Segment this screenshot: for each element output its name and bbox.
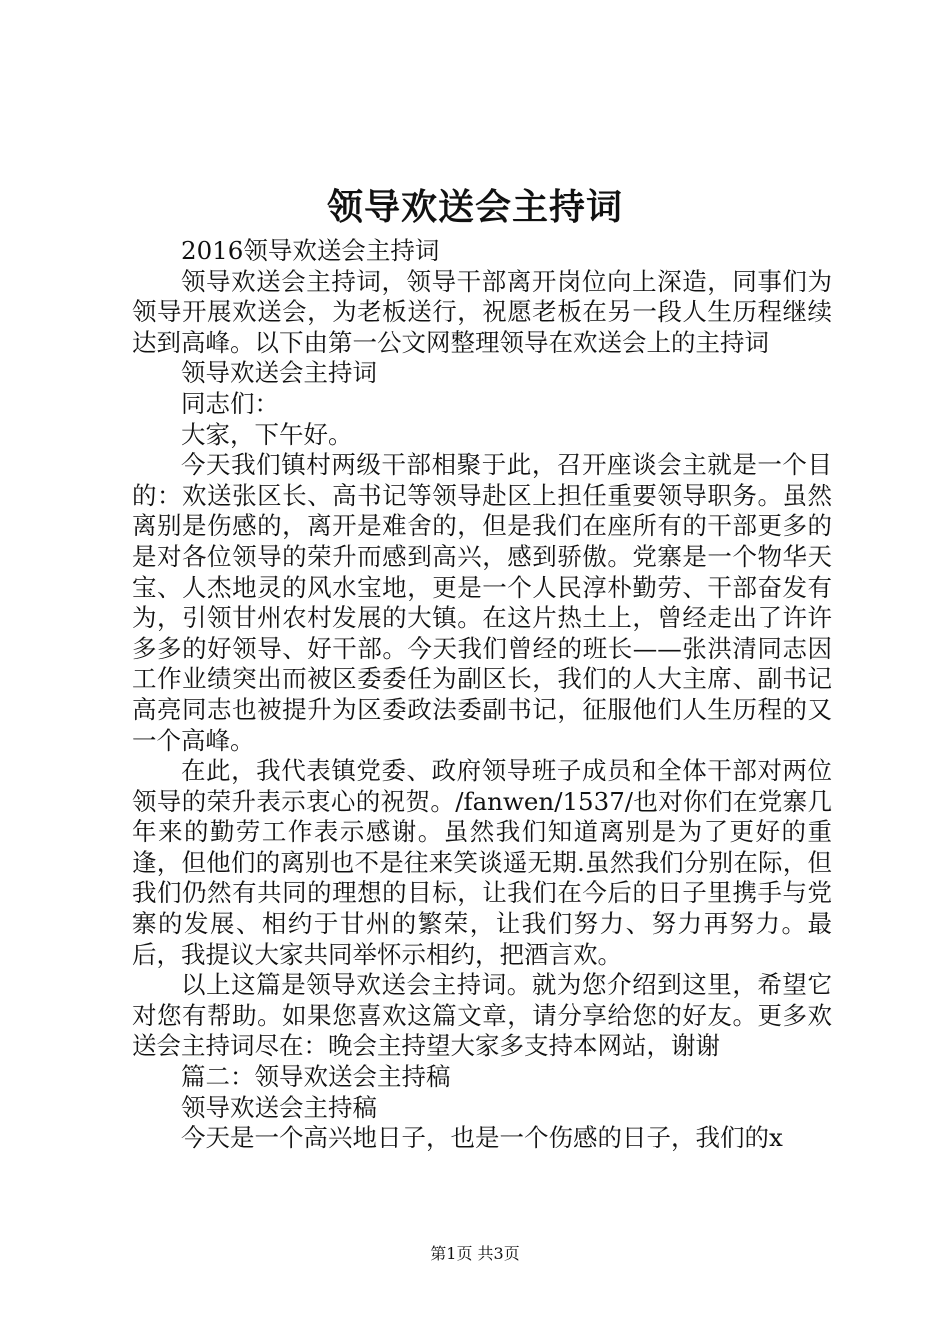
document-body <box>132 236 832 1154</box>
paragraph: 同志们： <box>181 388 279 418</box>
paragraph: 领导欢送会主持词 <box>181 358 377 388</box>
paragraph: 今天我们镇村两级干部相聚于此，召开座谈会主就是一个目的：欢送张区长、高书记等领导赴区上担任重要领导职务。虽然离别是伤感的，离开是难舍的，但是我们在座所有的干部更多的是对各位领导的荣升而感到高兴，感到骄傲。党寨是一个物华天宝、人杰地灵的风水宝地，更是一个人民淳朴勤劳、干部奋发有为，引领甘州农村发展的大镇。在这片热土上，曾经走出了许许多多的好领导、好干部。今天我们曾经的班长——张洪清同志因工作业绩突出而被区委委任为副区长，我们的人大主席、副书记高亮同志也被提升为区委政法委副书记，征服他们人生历程的又一个高峰。 <box>132 450 832 755</box>
paragraph: 篇二：领导欢送会主持稿 <box>181 1062 451 1092</box>
paragraph: 2016领导欢送会主持词 <box>181 236 440 265</box>
paragraph: 在此，我代表镇党委、政府领导班子成员和全体干部对两位领导的荣升表示衷心的祝贺。/fanwen/1537/也对你们在党寨几年来的勤劳工作表示感谢。虽然我们知道离别是为了更好的重逢，但他们的离别也不是往来笑谈遥无期.虽然我们分别在际，但我们仍然有共同的理想的目标，让我们在今后的日子里携手与党寨的发展、相约于甘州的繁荣，让我们努力、努力再努力。最后，我提议大家共同举怀示相约，把酒言欢。 <box>132 756 832 969</box>
paragraph: 大家，下午好。 <box>181 419 353 449</box>
paragraph: 以上这篇是领导欢送会主持词。就为您介绍到这里，希望它对您有帮助。如果您喜欢这篇文章，请分享给您的好友。更多欢送会主持词尽在：晚会主持望大家多支持本网站，谢谢 <box>132 970 832 1061</box>
paragraph: 今天是一个高兴地日子，也是一个伤感的日子，我们的x <box>181 1123 783 1153</box>
paragraph: 领导欢送会主持稿 <box>181 1092 377 1122</box>
document-title: 领导欢送会主持词 <box>326 186 623 228</box>
paragraph: 领导欢送会主持词，领导干部离开岗位向上深造，同事们为领导开展欢送会，为老板送行，祝愿老板在另一段人生历程继续达到高峰。以下由第一公文网整理领导在欢送会上的主持词 <box>132 266 832 357</box>
page-footer: 第1页 共3页 <box>430 1244 520 1263</box>
